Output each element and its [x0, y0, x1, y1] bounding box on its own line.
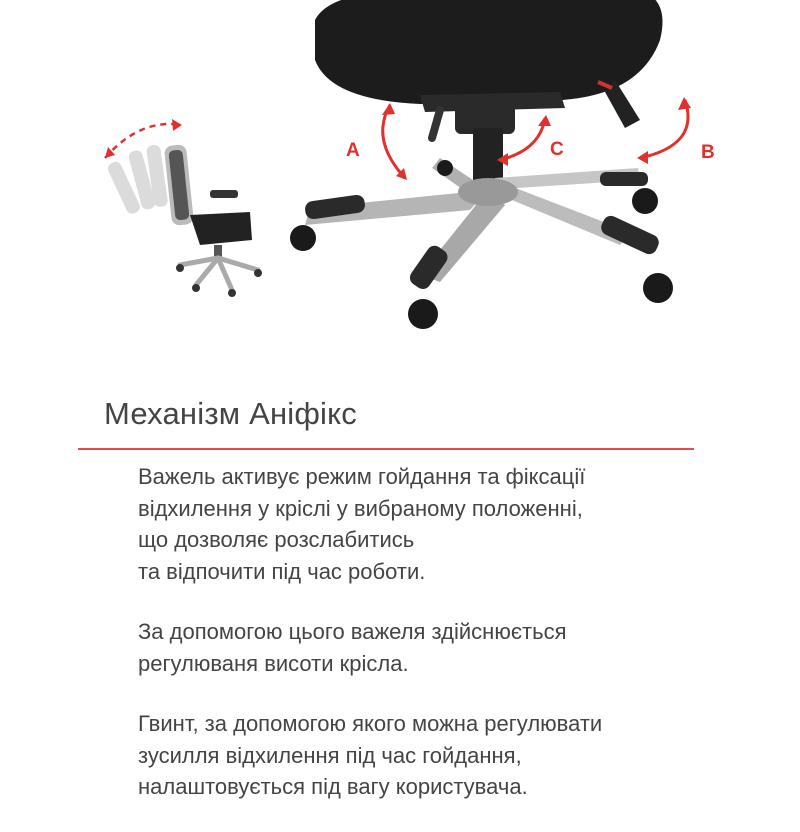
paragraph-height-lever: [138, 616, 778, 679]
title-divider: [78, 448, 694, 450]
text-line: зусилля відхилення під час гойдання,: [138, 742, 522, 768]
paragraph-tension-screw: [138, 708, 778, 803]
section-title: Механізм Аніфікс: [104, 396, 357, 431]
label-b: B: [701, 142, 715, 163]
section-body: [138, 461, 778, 832]
text-line: регулюваня висоти крісла.: [138, 650, 409, 676]
text-line: налаштовується під вагу користувача.: [138, 774, 528, 799]
paragraph-tilt-lever: [138, 461, 778, 587]
text-line: що дозволяє розслабитись: [138, 527, 415, 552]
text-line: та відпочити під час роботи.: [138, 558, 426, 584]
text-line: відхилення у кріслі у вибраному положенні,: [138, 495, 583, 521]
text-line: Важель активує режим гойдання та фіксації: [138, 464, 586, 489]
chair-illustration: [0, 0, 800, 340]
label-c: C: [550, 139, 564, 160]
small-chair-image: [105, 119, 262, 297]
text-line: Гвинт, за допомогою якого можна регулювати: [138, 711, 603, 736]
main-chair-image: [290, 0, 715, 329]
text-line: За допомогою цього важеля здійснюється: [138, 619, 567, 644]
label-a: A: [346, 140, 360, 161]
